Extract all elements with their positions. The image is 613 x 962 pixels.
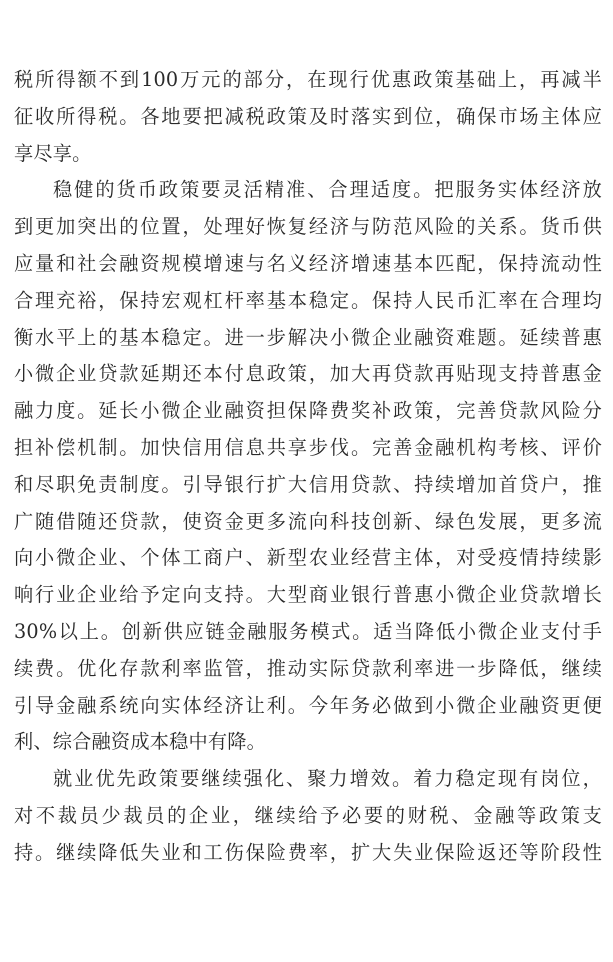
- text-line: 引导金融系统向实体经济让利。今年务必做到小微企业融资更便: [14, 693, 602, 717]
- text-line: 衡水平上的基本稳定。进一步解决小微企业融资难题。延续普惠: [14, 325, 602, 349]
- text-line: 征收所得税。各地要把减税政策及时落实到位，确保市场主体应: [14, 104, 602, 128]
- text-line: 广随借随还贷款，使资金更多流向科技创新、绿色发展，更多流: [14, 509, 602, 533]
- text-line: 税所得额不到100万元的部分，在现行优惠政策基础上，再减半: [14, 68, 602, 91]
- text-line: 应量和社会融资规模增速与名义经济增速基本匹配，保持流动性: [14, 251, 602, 275]
- text-line: 响行业企业给予定向支持。大型商业银行普惠小微企业贷款增长: [14, 583, 602, 607]
- text-line: 融力度。延长小微企业融资担保降费奖补政策，完善贷款风险分: [14, 399, 602, 423]
- text-line: 合理充裕，保持宏观杠杆率基本稳定。保持人民币汇率在合理均: [14, 288, 602, 312]
- text-line: 小微企业贷款延期还本付息政策，加大再贷款再贴现支持普惠金: [14, 362, 602, 386]
- text-line: 持。继续降低失业和工伤保险费率，扩大失业保险返还等阶段性: [14, 840, 602, 864]
- text-line: 对不裁员少裁员的企业，继续给予必要的财税、金融等政策支: [14, 803, 602, 827]
- text-line: 享尽享。: [14, 141, 92, 165]
- text-line: 利、综合融资成本稳中有降。: [14, 730, 267, 754]
- text-line: 30%以上。创新供应链金融服务模式。适当降低小微企业支付手: [14, 619, 602, 643]
- paragraph-start-line: 稳健的货币政策要灵活精准、合理适度。把服务实体经济放: [53, 178, 602, 202]
- paragraph-start-line: 就业优先政策要继续强化、聚力增效。着力稳定现有岗位，: [53, 767, 602, 791]
- text-line: 续费。优化存款利率监管，推动实际贷款利率进一步降低，继续: [14, 656, 602, 680]
- body-text: [14, 62, 602, 872]
- text-line: 到更加突出的位置，处理好恢复经济与防范风险的关系。货币供: [14, 215, 602, 239]
- text-line: 和尽职免责制度。引导银行扩大信用贷款、持续增加首贷户，推: [14, 472, 602, 496]
- text-line: 向小微企业、个体工商户、新型农业经营主体，对受疫情持续影: [14, 546, 602, 570]
- text-line: 担补偿机制。加快信用信息共享步伐。完善金融机构考核、评价: [14, 435, 602, 459]
